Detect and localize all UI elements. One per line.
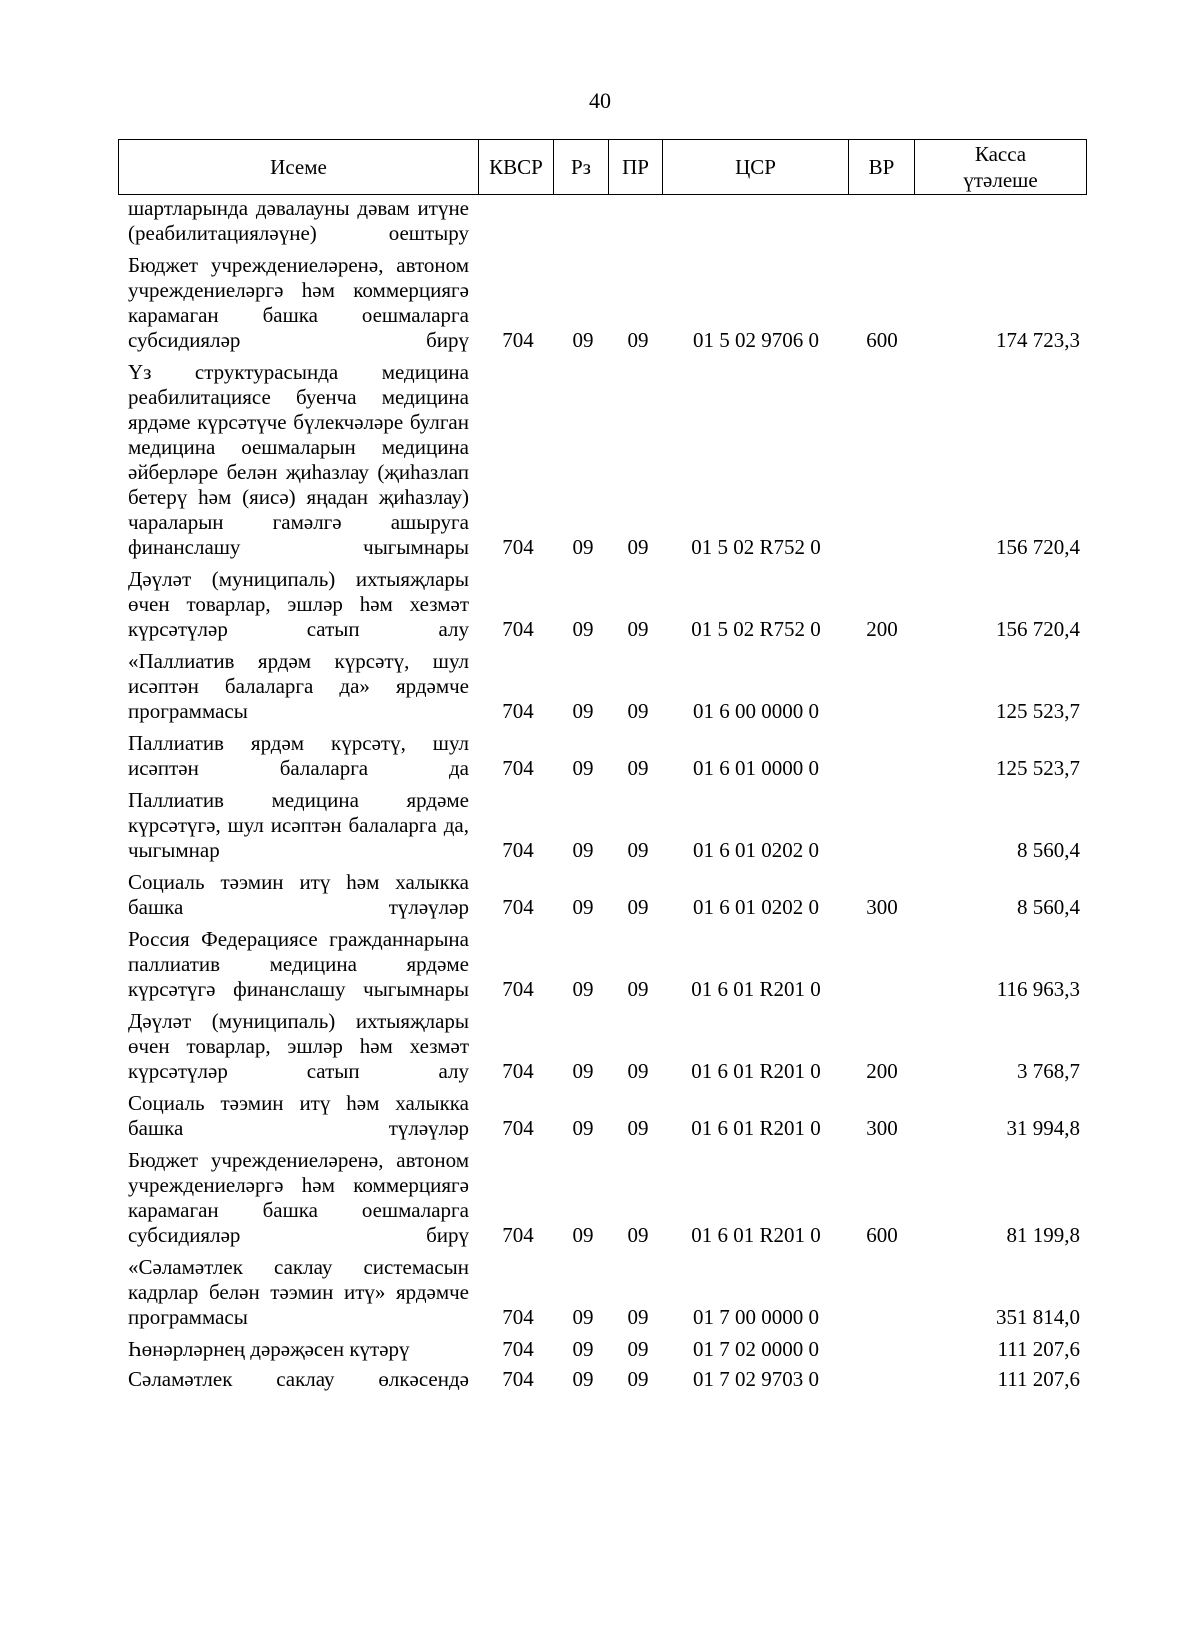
row-sum: 156 720,4 [996, 617, 1080, 641]
row-kvsr: 704 [502, 756, 534, 780]
row-sum: 111 207,6 [997, 1367, 1080, 1391]
row-kvsr: 704 [502, 1116, 534, 1140]
row-rz: 09 [572, 977, 594, 1001]
page-number: 40 [589, 88, 611, 113]
row-vr: 600 [866, 1223, 898, 1247]
header-pr: ПР [609, 140, 663, 195]
row-sum: 116 963,3 [996, 977, 1080, 1001]
row-name: Һөнәрләрнең дәрәҗәсен күтәрү [128, 1337, 410, 1361]
row-csr: 01 7 02 0000 0 [693, 1337, 819, 1361]
row-sum: 81 199,8 [1006, 1223, 1080, 1247]
row-pr: 09 [627, 756, 649, 780]
header-cash-line2: үтәлеше [963, 168, 1038, 192]
row-csr: 01 5 02 9706 0 [693, 328, 819, 352]
table-row [0, 1009, 1200, 1084]
row-vr: 600 [866, 328, 898, 352]
row-kvsr: 704 [502, 1367, 534, 1391]
table-row [0, 788, 1200, 863]
row-rz: 09 [572, 328, 594, 352]
row-name: Үз структурасында медицина реабилитациясе буенча медицина ярдәме күрсәтүче бүлекчәләре булган медицина оешмаларын медицина әйберләре белән җиһазлау (җиһазлап бетерү һәм (яисә) яңадан җиһазлау) чараларын гамәлгә ашыруга финанслашу чыгымнары [128, 360, 469, 559]
row-pr: 09 [627, 1059, 649, 1083]
table-row [0, 731, 1200, 781]
row-name: Дәүләт (муниципаль) ихтыяҗлары өчен товарлар, эшләр һәм хезмәт күрсәтүләр сатып алу [128, 567, 469, 641]
header-rz: Рз [554, 140, 609, 195]
row-pr: 09 [627, 699, 649, 723]
row-csr: 01 6 01 0000 0 [693, 756, 819, 780]
row-kvsr: 704 [502, 1337, 534, 1361]
header-csr: ЦСР [663, 140, 849, 195]
row-name: Бюджет учреждениеләренә, автоном учреждениеләргә һәм коммерциягә карамаган башка оешмаларга субсидияләр бирү [128, 1148, 469, 1247]
row-rz: 09 [572, 1367, 594, 1391]
table-row [0, 1255, 1200, 1330]
row-name: шартларында дәвалауны дәвам итүне (реабилитацияләүне) оештыру [128, 196, 469, 245]
row-pr: 09 [627, 1337, 649, 1361]
row-csr: 01 6 01 R201 0 [691, 1223, 821, 1247]
table-row [0, 1148, 1200, 1248]
header-cash [915, 140, 1087, 195]
row-kvsr: 704 [502, 617, 534, 641]
table-row [0, 1337, 1200, 1362]
header-kvsr: КВСР [479, 140, 554, 195]
row-csr: 01 6 01 R201 0 [691, 1059, 821, 1083]
row-pr: 09 [627, 838, 649, 862]
row-vr: 300 [866, 895, 898, 919]
row-pr: 09 [627, 1367, 649, 1391]
row-csr: 01 5 02 R752 0 [691, 617, 821, 641]
row-rz: 09 [572, 1223, 594, 1247]
row-rz: 09 [572, 1305, 594, 1329]
row-csr: 01 6 00 0000 0 [693, 699, 819, 723]
header-cash-line1: Касса [974, 142, 1027, 166]
row-name: «Сәламәтлек саклау системасын кадрлар белән тәэмин итү» ярдәмче программасы [128, 1255, 469, 1329]
row-vr: 200 [866, 1059, 898, 1083]
table-row [0, 253, 1200, 353]
row-sum: 125 523,7 [996, 756, 1080, 780]
row-pr: 09 [627, 1305, 649, 1329]
row-pr: 09 [627, 535, 649, 559]
row-name: Паллиатив ярдәм күрсәтү, шул исәптән балаларга да [128, 731, 469, 780]
table-body [0, 196, 1200, 1399]
row-csr: 01 6 01 0202 0 [693, 838, 819, 862]
row-csr: 01 5 02 R752 0 [691, 535, 821, 559]
row-sum: 351 814,0 [996, 1305, 1080, 1329]
row-vr: 300 [866, 1116, 898, 1140]
row-pr: 09 [627, 328, 649, 352]
row-sum: 111 207,6 [997, 1337, 1080, 1361]
row-kvsr: 704 [502, 699, 534, 723]
row-sum: 8 560,4 [1017, 838, 1080, 862]
row-kvsr: 704 [502, 1305, 534, 1329]
row-name: Дәүләт (муниципаль) ихтыяҗлары өчен товарлар, эшләр һәм хезмәт күрсәтүләр сатып алу [128, 1009, 469, 1083]
row-kvsr: 704 [502, 1059, 534, 1083]
header-vr: ВР [849, 140, 915, 195]
row-name: Социаль тәэмин итү һәм халыкка башка түләүләр [128, 1091, 469, 1140]
row-vr: 200 [866, 617, 898, 641]
row-csr: 01 6 01 R201 0 [691, 977, 821, 1001]
row-sum: 8 560,4 [1017, 895, 1080, 919]
row-name: Паллиатив медицина ярдәме күрсәтүгә, шул исәптән балаларга да, чыгымнар [128, 788, 469, 862]
row-pr: 09 [627, 895, 649, 919]
row-name: Россия Федерациясе гражданнарына паллиатив медицина ярдәме күрсәтүгә финанслашу чыгымнары [128, 927, 469, 1001]
row-rz: 09 [572, 1116, 594, 1140]
row-name: Бюджет учреждениеләренә, автоном учреждениеләргә һәм коммерциягә карамаган башка оешмаларга субсидияләр бирү [128, 253, 469, 352]
table-row [0, 1367, 1200, 1392]
row-pr: 09 [627, 1223, 649, 1247]
row-pr: 09 [627, 617, 649, 641]
row-name: «Паллиатив ярдәм күрсәтү, шул исәптән балаларга да» ярдәмче программасы [128, 649, 469, 723]
table-row [0, 567, 1200, 642]
row-rz: 09 [572, 699, 594, 723]
row-rz: 09 [572, 1337, 594, 1361]
row-rz: 09 [572, 895, 594, 919]
row-sum: 3 768,7 [1017, 1059, 1080, 1083]
table-row [0, 870, 1200, 920]
row-rz: 09 [572, 535, 594, 559]
table-row [0, 649, 1200, 724]
table-row [0, 927, 1200, 1002]
row-name: Социаль тәэмин итү һәм халыкка башка түләүләр [128, 870, 469, 919]
row-kvsr: 704 [502, 838, 534, 862]
table-header [118, 139, 1087, 195]
table-row [0, 1091, 1200, 1141]
row-rz: 09 [572, 756, 594, 780]
table-row [0, 360, 1200, 560]
row-rz: 09 [572, 1059, 594, 1083]
row-csr: 01 7 00 0000 0 [693, 1305, 819, 1329]
row-csr: 01 6 01 R201 0 [691, 1116, 821, 1140]
row-rz: 09 [572, 838, 594, 862]
row-kvsr: 704 [502, 895, 534, 919]
table-row [0, 196, 1200, 246]
row-pr: 09 [627, 1116, 649, 1140]
row-sum: 156 720,4 [996, 535, 1080, 559]
row-sum: 174 723,3 [996, 328, 1080, 352]
row-rz: 09 [572, 617, 594, 641]
row-kvsr: 704 [502, 1223, 534, 1247]
row-csr: 01 6 01 0202 0 [693, 895, 819, 919]
header-name: Исеме [119, 140, 479, 195]
row-kvsr: 704 [502, 977, 534, 1001]
row-csr: 01 7 02 9703 0 [693, 1367, 819, 1391]
row-pr: 09 [627, 977, 649, 1001]
row-sum: 125 523,7 [996, 699, 1080, 723]
row-kvsr: 704 [502, 328, 534, 352]
row-name: Сәламәтлек саклау өлкәсендә [128, 1367, 469, 1391]
row-kvsr: 704 [502, 535, 534, 559]
row-sum: 31 994,8 [1006, 1116, 1080, 1140]
